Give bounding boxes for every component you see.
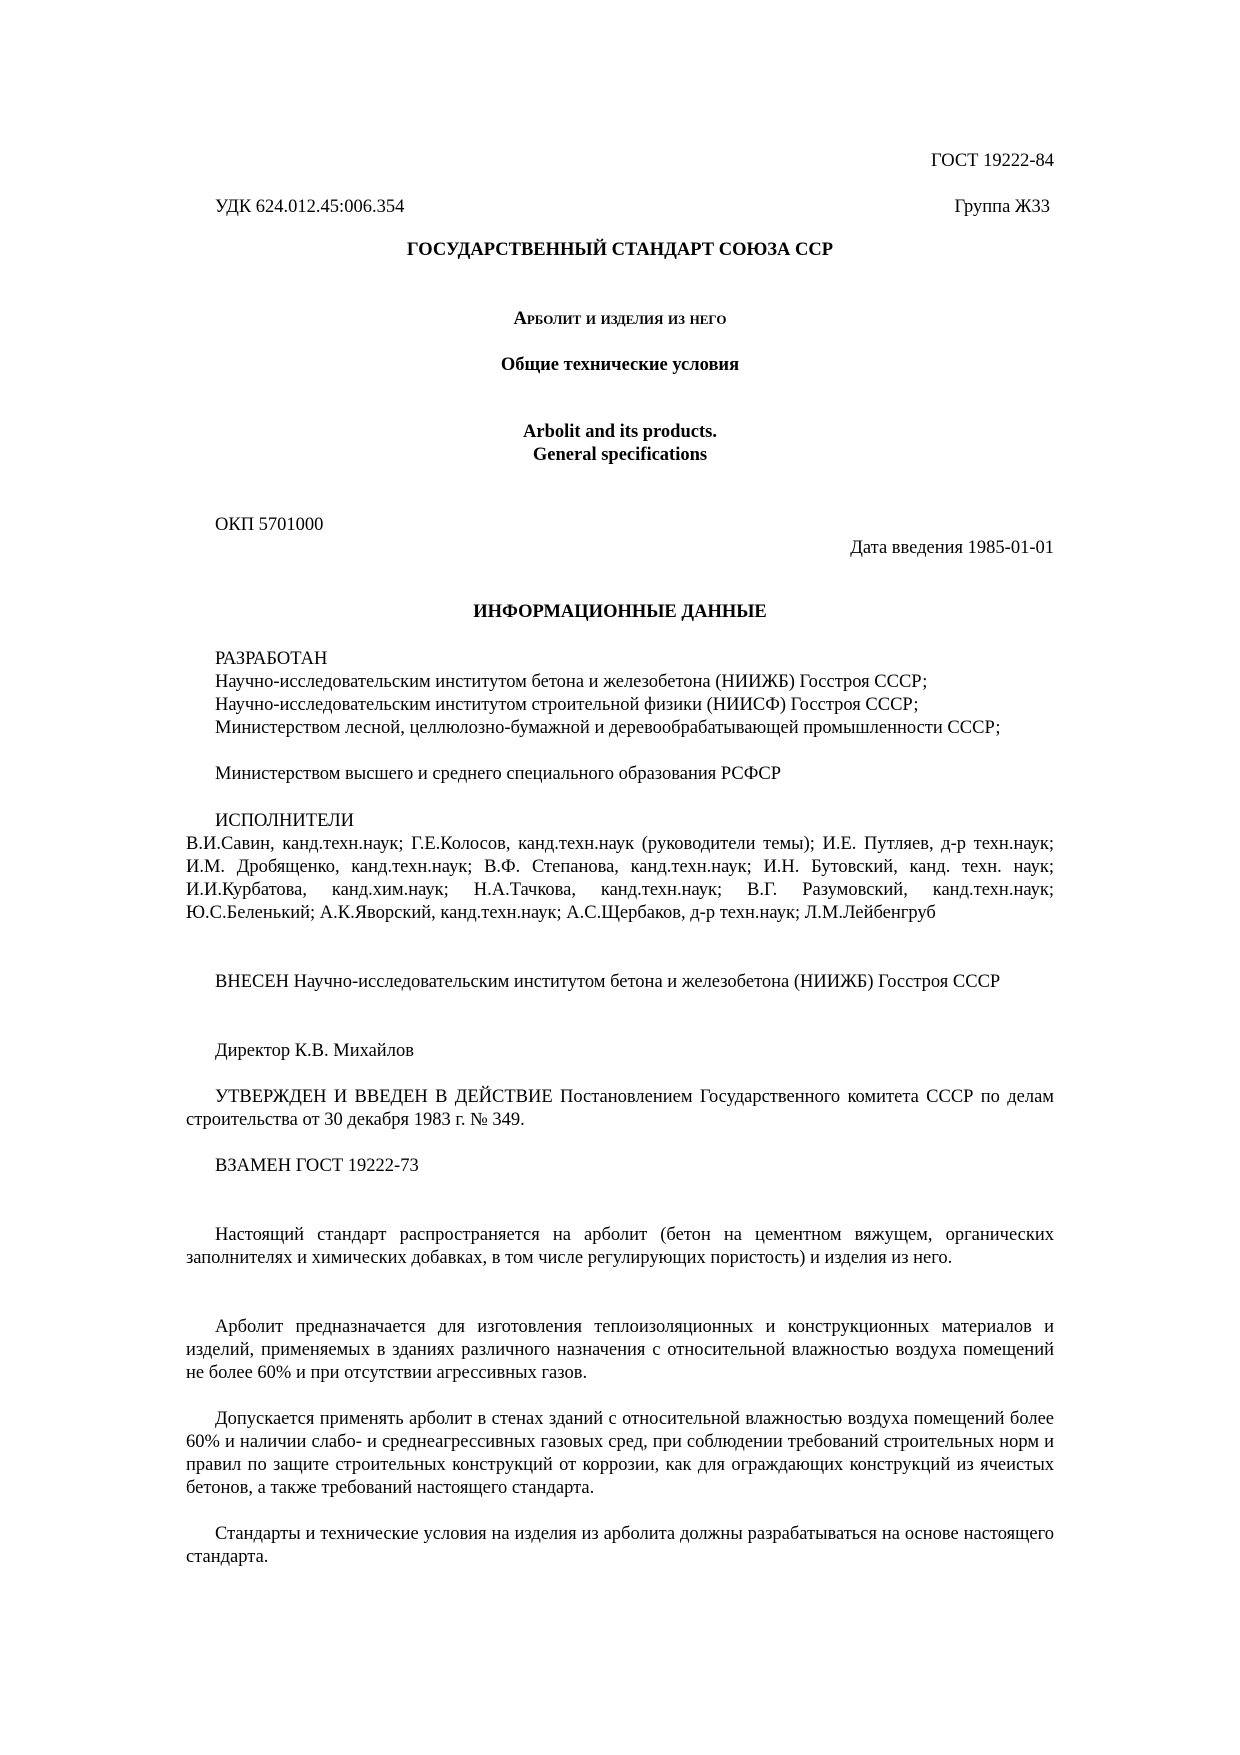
gost-number: ГОСТ 19222-84 [931,151,1054,171]
body-paragraph-3: Допускается применять арболит в стенах зданий с относительной влажностью воздуха помещений более 60% и наличии слабо- и среднеагрессивных газовых сред, при соблюдении требований строительных норм и правил по защите строительных конструкций от коррозии, как для ограждающих конструкций из ячеистых бетонов, а также требований настоящего стандарта. [186,1409,1054,1498]
document-subtitle: Общие технические условия [500,355,740,375]
english-title-line2: General specifications [532,445,708,465]
body-paragraph-2: Арболит предназначается для изготовления теплоизоляционных и конструкционных материалов и изделий, применяемых в зданиях различного назначения с относительной влажностью воздуха помещений не более 60% и при отсутствии агрессивных газов. [186,1317,1054,1383]
performers-label: ИСПОЛНИТЕЛИ [215,811,355,831]
approved-statement: УТВЕРЖДЕН И ВВЕДЕН В ДЕЙСТВИЕ Постановлением Государственного комитета СССР по делам строительства от 30 декабря 1983 г. № 349. [186,1087,1054,1130]
body-paragraph-4: Стандарты и технические условия на изделия из арболита должны разрабатываться на основе настоящего стандарта. [186,1524,1054,1567]
english-title-line1: Arbolit and its products. [523,422,717,442]
replaces-standard: ВЗАМЕН ГОСТ 19222-73 [215,1156,419,1176]
info-heading: ИНФОРМАЦИОННЫЕ ДАННЫЕ [473,602,767,622]
developer-3: Министерством лесной, целлюлозно-бумажной и деревообрабатывающей промышленности СССР; [215,718,1001,738]
body-paragraph-1: Настоящий стандарт распространяется на арболит (бетон на цементном вяжущем, органических заполнителях и химических добавках, в том числе регулирующих пористость) и изделия из него. [186,1225,1054,1268]
group-code: Группа Ж33 [954,197,1050,217]
developer-2: Научно-исследовательским институтом строительной физики (НИИСФ) Госстроя СССР; [215,695,919,715]
state-standard-title: ГОСУДАРСТВЕННЫЙ СТАНДАРТ СОЮЗА ССР [406,240,834,260]
introduced-by: ВНЕСЕН Научно-исследовательским институтом бетона и железобетона (НИИЖБ) Госстроя СССР [215,972,1001,992]
director: Директор К.В. Михайлов [215,1041,414,1061]
performers-list: В.И.Савин, канд.техн.наук; Г.Е.Колосов, канд.техн.наук (руководители темы); И.Е. Путляев, д-р техн.наук; И.М. Дробященко, канд.техн.наук; В.Ф. Степанова, канд.техн.наук; И.Н. Бутовский, канд. техн. наук; И.И.Курбатова, канд.хим.наук; Н.А.Тачкова, канд.техн.наук; В.Г. Разумовский, канд.техн.наук; Ю.С.Беленький; А.К.Яворский, канд.техн.наук; А.С.Щербаков, д-р техн.наук; Л.М.Лейбенгруб [186,834,1054,923]
developed-label: РАЗРАБОТАН [215,649,328,669]
intro-date: Дата введения 1985-01-01 [850,538,1054,558]
okp-code: ОКП 5701000 [215,515,324,535]
developer-1: Научно-исследовательским институтом бетона и железобетона (НИИЖБ) Госстроя СССР; [215,672,928,692]
document-title: Арболит и изделия из него [513,309,727,329]
udk-code: УДК 624.012.45:006.354 [215,197,405,217]
developer-4: Министерством высшего и среднего специального образования РСФСР [215,764,781,784]
